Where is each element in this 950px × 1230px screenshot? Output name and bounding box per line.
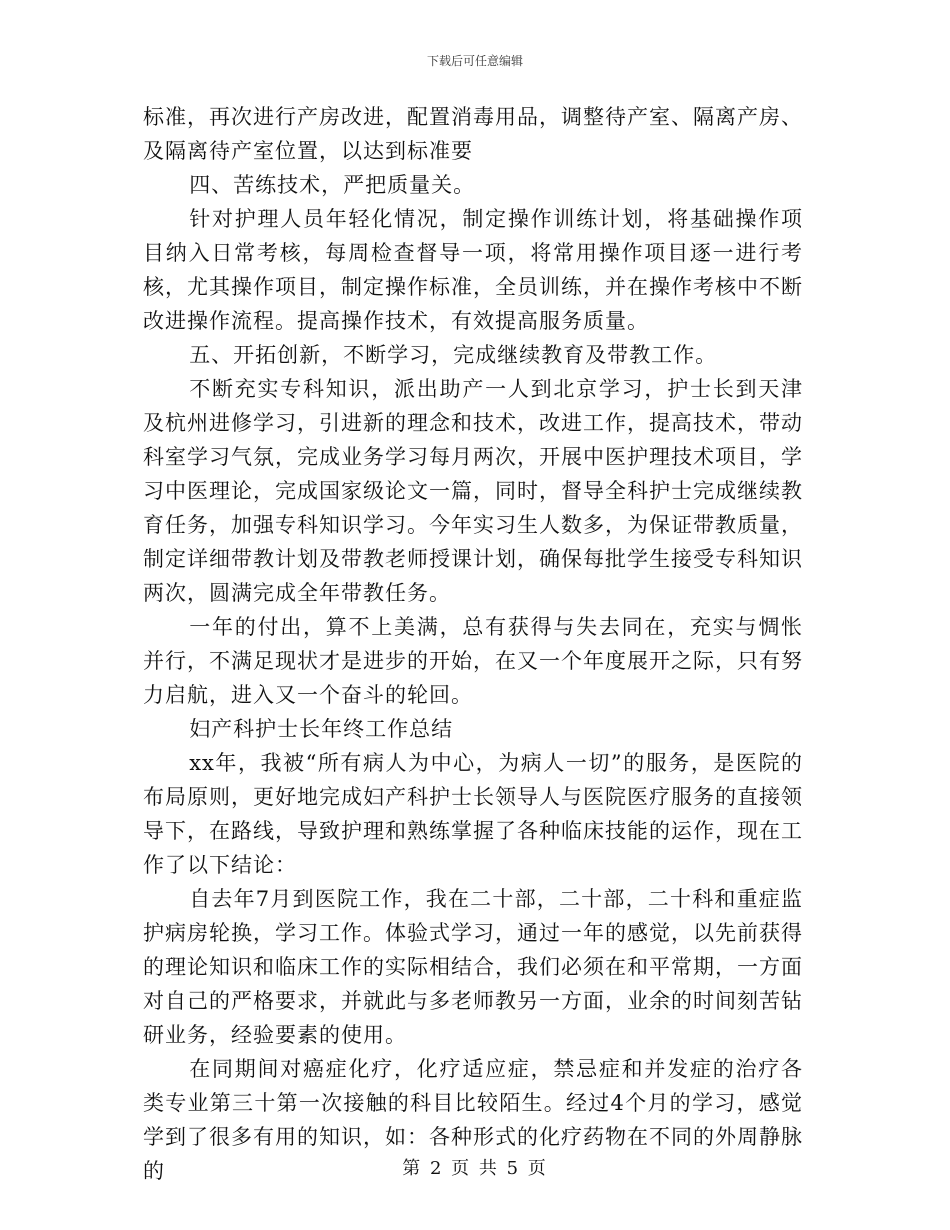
page-footer: 第 2 页 共 5 页 <box>402 1158 548 1179</box>
paragraph: 自去年7月到医院工作，我在二十部，二十部，二十科和重症监护病房轮换，学习工作。体验式学习，通过一年的感觉，以先前获得的理论知识和临床工作的实际相结合，我们必须在和平常期，一方面对自己的严格要求，并就此与多老师教另一方面，业余的时间刻苦钻研业务，经验要素的使用。 <box>143 887 803 1047</box>
paragraph: xx年，我被“所有病人为中心，为病人一切”的服务，是医院的布局原则，更好地完成妇产科护士长领导人与医院医疗服务的直接领导下，在路线，导致护理和熟练掌握了各种临床技能的运作，现在工作了以下结论： <box>143 751 803 877</box>
paragraph: 在同期间对癌症化疗，化疗适应症，禁忌症和并发症的治疗各类专业第三十第一次接触的科目比较陌生。经过4个月的学习，感觉学到了很多有用的知识，如：各种形式的化疗药物在不同的外周静脉的 <box>143 1057 803 1183</box>
document-title: 妇产科护士长年终工作总结 <box>189 717 454 741</box>
document-body <box>143 100 803 1188</box>
paragraph: 一年的付出，算不上美满，总有获得与失去同在，充实与惆怅并行，不满足现状才是进步的开始，在又一个年度展开之际，只有努力启航，进入又一个奋斗的轮回。 <box>143 615 803 707</box>
section-heading: 五、开拓创新，不断学习，完成继续教育及带教工作。 <box>189 343 718 367</box>
paragraph: 标准，再次进行产房改进，配置消毒用品，调整待产室、隔离产房、及隔离待产室位置，以达到标准要 <box>143 105 803 163</box>
section-heading: 四、苦练技术，严把质量关。 <box>189 173 476 197</box>
page-header: 下载后可任意编辑 <box>426 54 523 68</box>
paragraph: 不断充实专科知识，派出助产一人到北京学习，护士长到天津及杭州进修学习，引进新的理念和技术，改进工作，提高技术，带动科室学习气氛，完成业务学习每月两次，开展中医护理技术项目，学习中医理论，完成国家级论文一篇，同时，督导全科护士完成继续教育任务，加强专科知识学习。今年实习生人数多，为保证带教质量，制定详细带教计划及带教老师授课计划，确保每批学生接受专科知识两次，圆满完成全年带教任务。 <box>143 377 803 605</box>
paragraph: 针对护理人员年轻化情况，制定操作训练计划，将基础操作项目纳入日常考核，每周检查督导一项，将常用操作项目逐一进行考核，尤其操作项目，制定操作标准，全员训练，并在操作考核中不断改进操作流程。提高操作技术，有效提高服务质量。 <box>143 207 803 333</box>
